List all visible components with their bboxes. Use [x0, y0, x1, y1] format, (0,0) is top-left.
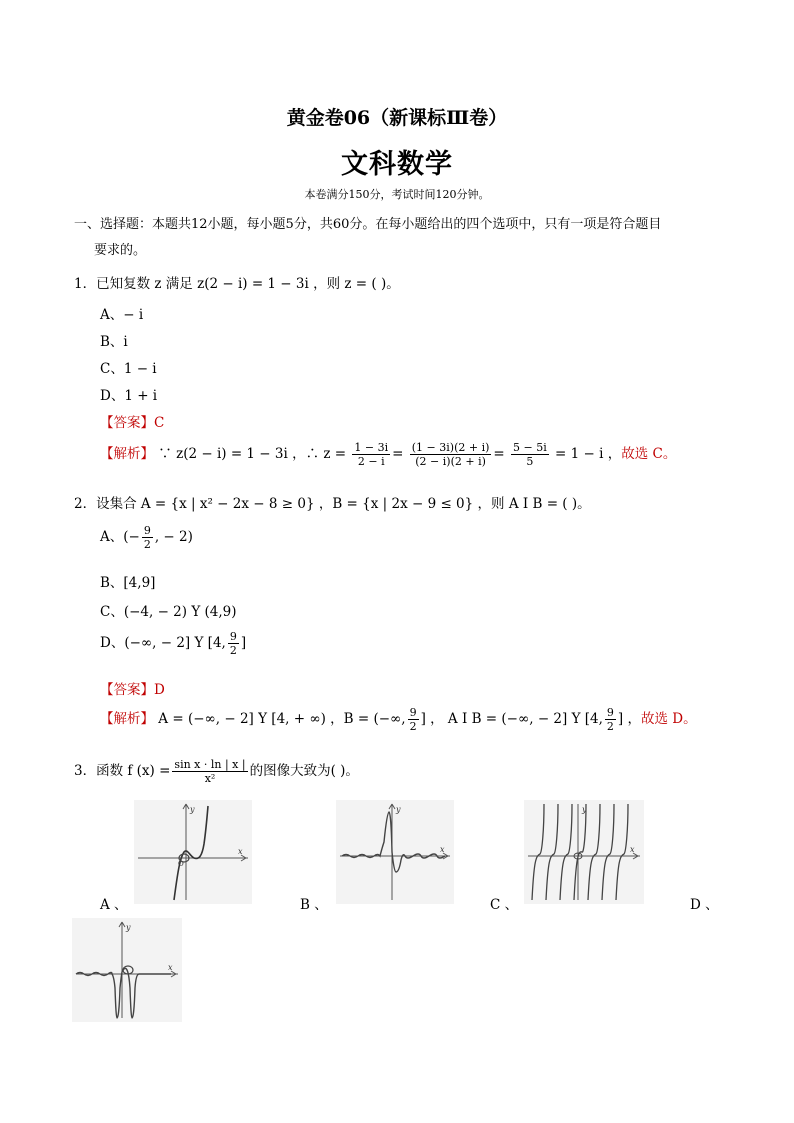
q1-analysis-b: = 1 − i ，	[555, 446, 622, 462]
svg-text:y: y	[190, 805, 195, 814]
graph-c-label: C 、	[490, 897, 519, 913]
q1-conclusion: 故选 C。	[621, 446, 677, 462]
answer-label: 【答案】	[100, 415, 154, 431]
q2-answer: 【答案】D	[100, 682, 165, 698]
q2-stem: 2．设集合 A = {x | x² − 2x − 8 ≥ 0} ，B = {x | 2x − 9 ≤ 0} ，则 A I B = ( )。	[74, 496, 591, 512]
graph-d-label: D 、	[690, 897, 719, 913]
exam-note: 本卷满分150分，考试时间120分钟。	[304, 188, 490, 201]
q1-option-b: B、i	[100, 334, 128, 350]
q1-answer-value: C	[154, 415, 165, 431]
graph-b-label: B 、	[300, 897, 328, 913]
q1-option-d: D、1 + i	[100, 388, 158, 404]
paper-title: 黄金卷06（新课标Ⅲ卷）	[286, 107, 508, 129]
graph-c	[524, 800, 644, 904]
q1-analysis-a: ∵ z(2 − i) = 1 − 3i ，∴ z =	[158, 446, 347, 462]
svg-text:x: x	[630, 845, 635, 854]
graph-a-label: A 、	[100, 897, 128, 913]
section-heading-line2: 要求的。	[94, 243, 147, 258]
q1-stem: 1．已知复数 z 满足 z(2 − i) = 1 − 3i ，则 z = ( )。	[74, 276, 400, 292]
q2-answer-value: D	[154, 682, 165, 698]
svg-text:y: y	[396, 805, 401, 814]
analysis-label: 【解析】	[100, 446, 154, 462]
graph-d	[72, 918, 182, 1022]
q1-frac3: $\frac{5 - 5i}{5}$	[513, 441, 547, 468]
q2-option-d: D、(−∞, − 2] Y [4, $\frac{9}{2}$ ]	[100, 630, 247, 657]
q2-conclusion: 故选 D。	[640, 711, 697, 727]
section-heading-line1: 一、选择题：本题共12小题，每小题5分，共60分。在每小题给出的四个选项中，只有一项是符合题目	[74, 217, 662, 232]
q2-option-a: A、(− $\frac{9}{2}$ , − 2)	[100, 524, 193, 551]
svg-text:x: x	[168, 963, 173, 972]
svg-text:O: O	[178, 860, 184, 868]
graph-b	[336, 800, 454, 904]
svg-text:y: y	[582, 805, 587, 814]
q1-frac1: $\frac{1 - 3i}{2 - i}$	[354, 441, 389, 468]
q2-analysis: 【解析】 A = (−∞, − 2] Y [4, + ∞) ，B = (−∞, $\frac{9}{2}$ ] ， A I B = (−∞, − 2] Y [4, $\frac{9}{2}$ ] ，故选 D。	[100, 706, 697, 733]
svg-text:y: y	[126, 923, 131, 932]
subject-title: 文科数学	[341, 149, 453, 180]
q3-stem: 3．函数 f (x) = $\frac{\text{sin x · ln | x |}}{\text{x²}}$ 的图像大致为( )。	[74, 758, 359, 785]
q2-option-c: C、(−4, − 2) Y (4,9)	[100, 604, 237, 620]
q1-answer	[100, 411, 164, 431]
q1-option-a: A、− i	[100, 307, 144, 323]
graph-a	[134, 800, 252, 904]
q2-option-b: B、[4,9]	[100, 575, 156, 591]
q1-option-c: C、1 − i	[100, 361, 157, 377]
svg-text:x: x	[440, 845, 445, 854]
svg-text:x: x	[238, 847, 243, 856]
q1-frac2: $\frac{(1 - 3i)(2 + i)}{(2 - i)(2 + i)}$	[411, 441, 490, 468]
q1-analysis: 【解析】 ∵ z(2 − i) = 1 − 3i ，∴ z = $\frac{1 - 3i}{2 - i}$ = $\frac{(1 - 3i)(2 + i)}{(2 - i)(2 + i)}$ = $\frac{5 - 5i}{5}$ = 1 − i ，故选 C。	[100, 441, 677, 468]
